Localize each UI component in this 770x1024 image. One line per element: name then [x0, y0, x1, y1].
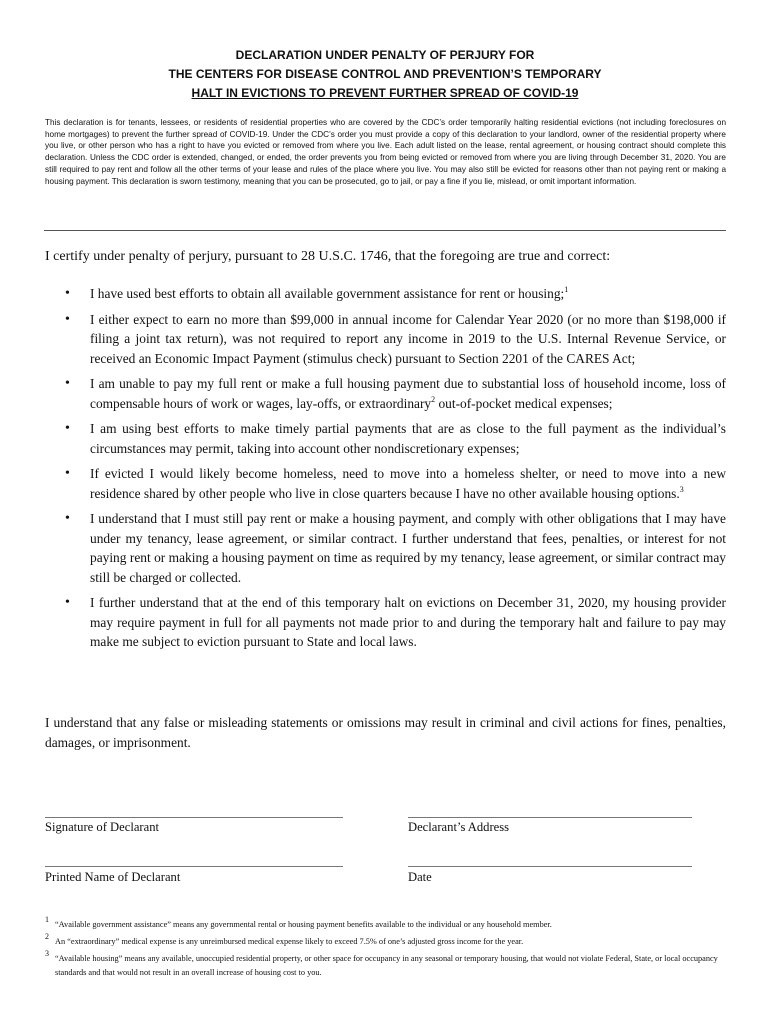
- bullet-icon: •: [65, 511, 70, 526]
- bullet-icon: •: [65, 376, 70, 391]
- signature-label: Signature of Declarant: [45, 820, 159, 834]
- footnote-2: [45, 932, 726, 949]
- attestation-item: • I have used best efforts to obtain all available government assistance for rent or housing;$^1$: [45, 284, 726, 304]
- footnote-number: 2: [45, 932, 49, 941]
- address-line[interactable]: [408, 817, 692, 818]
- date-label: Date: [408, 870, 432, 884]
- bullet-icon: •: [65, 421, 70, 436]
- closing-statement: I understand that any false or misleading statements or omissions may result in criminal and civil actions for fines, penalties, damages, or imprisonment.: [45, 715, 726, 750]
- footnote-text: An “extraordinary” medical expense is any unreimbursed medical expense likely to exceed 7.5% of one’s adjusted gross income for the year.: [55, 937, 524, 946]
- certify-statement: I certify under penalty of perjury, pursuant to 28 U.S.C. 1746, that the foregoing are true and correct:: [45, 249, 611, 264]
- footnote-1: [45, 915, 726, 932]
- footnote-ref: 1: [564, 285, 569, 294]
- printed-name-label: Printed Name of Declarant: [45, 870, 181, 884]
- document-heading: [45, 46, 725, 103]
- intro-paragraph: This declaration is for tenants, lessees, or residents of residential properties who are covered by the CDC’s order temporarily halting residential evictions (not including foreclosures on home mortgages) to prevent the further spread of COVID-19. Under the CDC’s order you must provide a copy of this declaration to your landlord, owner of the residential property where you live, or other person who has a right to have you evicted or removed from where you live. Each adult listed on the lease, rental agreement, or housing contract should complete this declaration. Unless the CDC order is extended, changed, or ended, the order prevents you from being evicted or removed from where you are living through December 31, 2020. You are still required to pay rent and follow all the other terms of your lease and rules of the place where you live. You may also still be evicted for reasons other than not paying rent or making a housing payment. This declaration is sworn testimony, meaning that you can be prosecuted, go to jail, or pay a fine if you lie, mislead, or omit important information.: [45, 118, 726, 186]
- address-label: Declarant’s Address: [408, 820, 510, 834]
- footnote-text: “Available government assistance” means any governmental rental or housing payment benefits available to the individual or any household member.: [55, 920, 552, 929]
- footnote-3: [45, 949, 726, 979]
- attestation-item: • I am using best efforts to make timely partial payments that are as close to the full payment as the individual’s circumstances may permit, taking into account other nondiscretionary expenses;: [65, 421, 726, 456]
- section-divider: [44, 230, 726, 231]
- attestation-item: • I either expect to earn no more than $99,000 in annual income for Calendar Year 2020 (or no more than $198,000 if filing a joint tax return), was not required to report any income in 2019 to the U.S. Internal Revenue Service, or received an Economic Impact Payment (stimulus check) pursuant to Section 2201 of the CARES Act;: [65, 311, 726, 366]
- heading-line-3: HALT IN EVICTIONS TO PREVENT FURTHER SPREAD OF COVID-19: [191, 86, 579, 100]
- attestation-list: [45, 284, 726, 652]
- attestation-item: • I understand that I must still pay rent or make a housing payment, and comply with other obligations that I may have under my tenancy, lease agreement, or similar contract. I further understand that fees, penalties, or interest for not paying rent or making a housing payment on time as required by my tenancy, lease agreement, or similar contract may still be charged or collected.: [65, 511, 726, 585]
- heading-line-1: DECLARATION UNDER PENALTY OF PERJURY FOR: [235, 48, 535, 62]
- signature-line[interactable]: [45, 817, 343, 818]
- footnote-ref: 2: [431, 394, 436, 404]
- printed-name-line[interactable]: [45, 866, 343, 867]
- footnote-number: 1: [45, 915, 49, 924]
- attestation-item: • If evicted I would likely become homeless, need to move into a homeless shelter, or need to move into a new residence shared by other people who live in close quarters because I have no other available housing options.$^3$: [65, 466, 726, 501]
- attestation-item: • I am unable to pay my full rent or make a full housing payment due to substantial loss of household income, loss of compensable hours of work or wages, lay-offs, or extraordinary$^2$ out-of-pocket medical expenses;: [65, 376, 726, 411]
- footnote-number: 3: [45, 949, 49, 958]
- heading-line-2: THE CENTERS FOR DISEASE CONTROL AND PREVENTION’S TEMPORARY: [168, 67, 602, 81]
- date-line[interactable]: [408, 866, 692, 867]
- bullet-icon: •: [65, 466, 70, 481]
- bullet-icon: •: [65, 286, 70, 301]
- bullet-icon: •: [65, 595, 70, 610]
- footnote-ref: 3: [679, 484, 684, 494]
- bullet-icon: •: [65, 311, 70, 327]
- footnote-text: “Available housing” means any available, unoccupied residential property, or other space for occupancy in any seasonal or temporary housing, that would not violate Federal, State, or local occupancy standards and that would not result in an overall increase of housing cost to you.: [55, 954, 718, 977]
- attestation-item: • I further understand that at the end of this temporary halt on evictions on December 31, 2020, my housing provider may require payment in full for all payments not made prior to and during the temporary halt and failure to pay may make me subject to eviction pursuant to State and local laws.: [65, 595, 726, 649]
